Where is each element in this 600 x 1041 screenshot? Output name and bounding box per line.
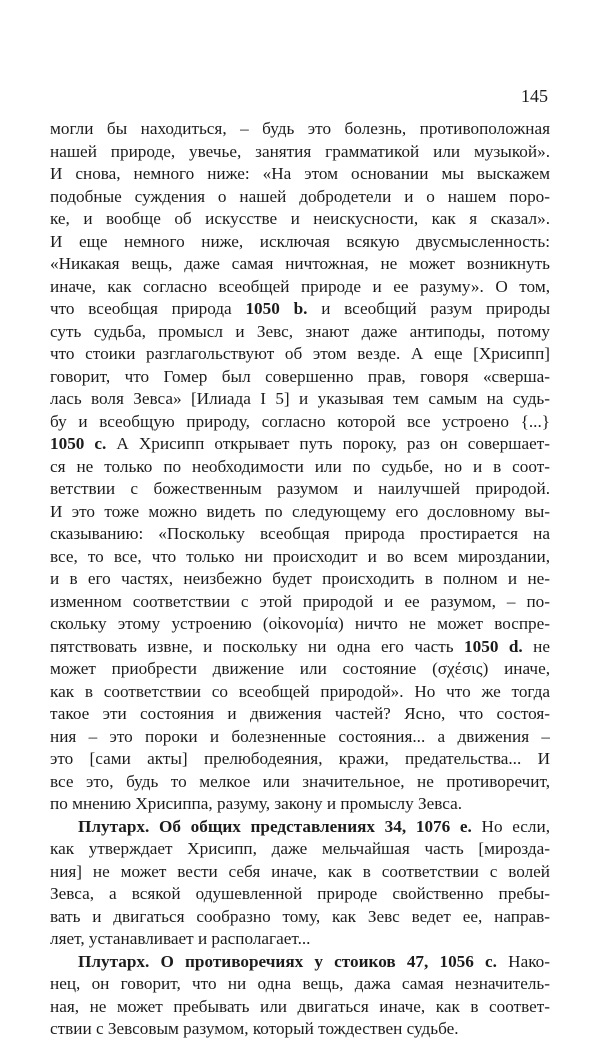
text-segment: лась воля Зевса» [Илиада I 5] и указывая тем самым на судь- — [50, 389, 550, 408]
text-segment: как в соответствии со всеобщей природой». Но что же тогда — [50, 681, 550, 701]
text-line — [50, 681, 550, 704]
text-segment: ная, не может пребывать или двигаться иначе, как в соответ- — [50, 996, 550, 1016]
text-segment: по мнению Хрисиппа, разуму, закону и промыслу Зевса. — [50, 794, 463, 813]
text-segment: Зевса, а всякой одушевленной природе свойственно пребы- — [50, 884, 550, 903]
text-line — [50, 726, 550, 749]
text-line — [50, 163, 550, 186]
page-number: 145 — [521, 86, 548, 106]
text-line — [50, 118, 550, 141]
text-segment: все, то все, что только ни происходит и во всем мироздании, — [50, 546, 550, 566]
bold-reference: 1050 b. — [245, 299, 308, 318]
bold-reference: Плутарх. О противоречиях у стоиков 47, 1056 c. — [78, 951, 497, 971]
text-segment: ния] не может вести себя иначе, как в соответствии с волей — [50, 861, 550, 881]
text-line — [50, 996, 550, 1019]
text-line — [50, 568, 550, 591]
text-line — [50, 771, 550, 794]
text-segment: пятствовать извне, и поскольку ни одна его часть — [50, 636, 465, 656]
text-segment: Нако- — [496, 951, 550, 971]
text-segment: изменном соответствии с этой природой и ее разумом, – по- — [50, 591, 550, 611]
text-segment: нашей природе, увечье, занятия грамматикой или музыкой». — [50, 141, 550, 161]
text-line — [50, 928, 550, 951]
text-segment: скольку этому устроению (οἰκονομία) ничто не может воспре- — [50, 614, 550, 633]
text-segment: А Хрисипп открывает путь пороку, раз он совершает- — [106, 434, 550, 453]
text-line — [50, 298, 550, 321]
text-segment: ния – это пороки и болезненные состояния... а движения – — [50, 726, 550, 746]
text-segment: сказыванию: «Поскольку всеобщая природа простирается на — [50, 524, 550, 543]
text-line — [50, 343, 550, 366]
text-line — [50, 501, 550, 524]
bold-reference: 1050 d. — [464, 636, 523, 656]
text-line — [50, 838, 550, 861]
text-segment: это [сами акты] прелюбодеяния, кражи, предательства... И — [50, 749, 550, 768]
text-segment: И это тоже можно видеть по следующему его дословному вы- — [50, 501, 550, 521]
text-segment: вать и двигаться сообразно тому, как Зевс ведет ее, направ- — [50, 906, 550, 926]
text-segment: ствии с Зевсовым разумом, который тождествен судьбе. — [50, 1019, 459, 1038]
paragraph-start-line — [50, 816, 550, 839]
text-line — [50, 366, 550, 389]
text-segment: И еще немного ниже, исключая всякую двусмысленность: — [50, 231, 550, 251]
text-segment: ся не только по необходимости или по судьбе, но и в соот- — [50, 456, 550, 476]
text-segment: «Никакая вещь, даже самая ничтожная, не может возникнуть — [50, 254, 550, 273]
text-segment: не — [522, 636, 550, 656]
bold-reference: 1050 c. — [50, 434, 107, 453]
text-line — [50, 208, 550, 231]
body-text — [50, 118, 550, 1041]
text-segment: И снова, немного ниже: «На этом основании мы выскажем — [50, 164, 550, 183]
text-segment: может приобрести движение или состояние (σχέσις) иначе, — [50, 659, 550, 678]
text-segment: все это, будь то мелкое или значительное, не противоречит, — [50, 771, 550, 791]
text-line — [50, 591, 550, 614]
text-line — [50, 973, 550, 996]
text-line — [50, 613, 550, 636]
text-line — [50, 433, 550, 456]
text-segment: такое эти состояния и движения частей? Ясно, что состоя- — [50, 704, 550, 723]
text-segment: ветствии с божественным разумом и наилучшей природой. — [50, 479, 550, 498]
text-line — [50, 793, 550, 816]
text-segment: нец, он говорит, что ни одна вещь, дажа самая незначитель- — [50, 974, 550, 993]
bold-reference: Плутарх. Об общих представлениях 34, 1076 e. — [78, 816, 472, 836]
text-line — [50, 523, 550, 546]
text-segment: что всеобщая природа — [50, 299, 246, 318]
text-segment: Но если, — [471, 816, 550, 836]
text-line — [50, 186, 550, 209]
paragraph-start-line — [50, 951, 550, 974]
text-line — [50, 321, 550, 344]
text-segment: суть судьба, промысл и Зевс, знают даже антиподы, потому — [50, 321, 550, 341]
text-line — [50, 231, 550, 254]
text-line — [50, 388, 550, 411]
text-line — [50, 748, 550, 771]
text-line — [50, 703, 550, 726]
text-segment: ляет, устанавливает и располагает... — [50, 929, 311, 948]
text-line — [50, 411, 550, 434]
text-line — [50, 636, 550, 659]
text-segment: и в его частях, неизбежно будет происходить в полном и не- — [50, 569, 550, 588]
text-line — [50, 253, 550, 276]
text-segment: что стоики разглагольствуют об этом везде. А еще [Хрисипп] — [50, 344, 550, 363]
text-line — [50, 658, 550, 681]
text-line — [50, 906, 550, 929]
text-segment: бу и всеобщую природу, согласно которой все устроено {...} — [50, 411, 550, 431]
text-segment: и всеобщий разум природы — [307, 299, 550, 318]
text-line — [50, 546, 550, 569]
text-line — [50, 276, 550, 299]
text-line — [50, 478, 550, 501]
text-segment: говорит, что Гомер был совершенно прав, говоря «сверша- — [50, 366, 550, 386]
text-line — [50, 861, 550, 884]
text-segment: подобные суждения о нашей добродетели и о нашем поро- — [50, 186, 550, 206]
text-line — [50, 883, 550, 906]
text-line — [50, 141, 550, 164]
text-segment: как утверждает Хрисипп, даже мельчайшая часть [мирозда- — [50, 839, 550, 858]
text-segment: могли бы находиться, – будь это болезнь, противоположная — [50, 119, 550, 138]
text-line — [50, 1018, 550, 1041]
text-segment: иначе, как согласно всеобщей природе и ее разуму». О том, — [50, 276, 550, 296]
text-line — [50, 456, 550, 479]
text-segment: ке, и вообще об искусстве и неискусности, как я сказал». — [50, 209, 550, 228]
